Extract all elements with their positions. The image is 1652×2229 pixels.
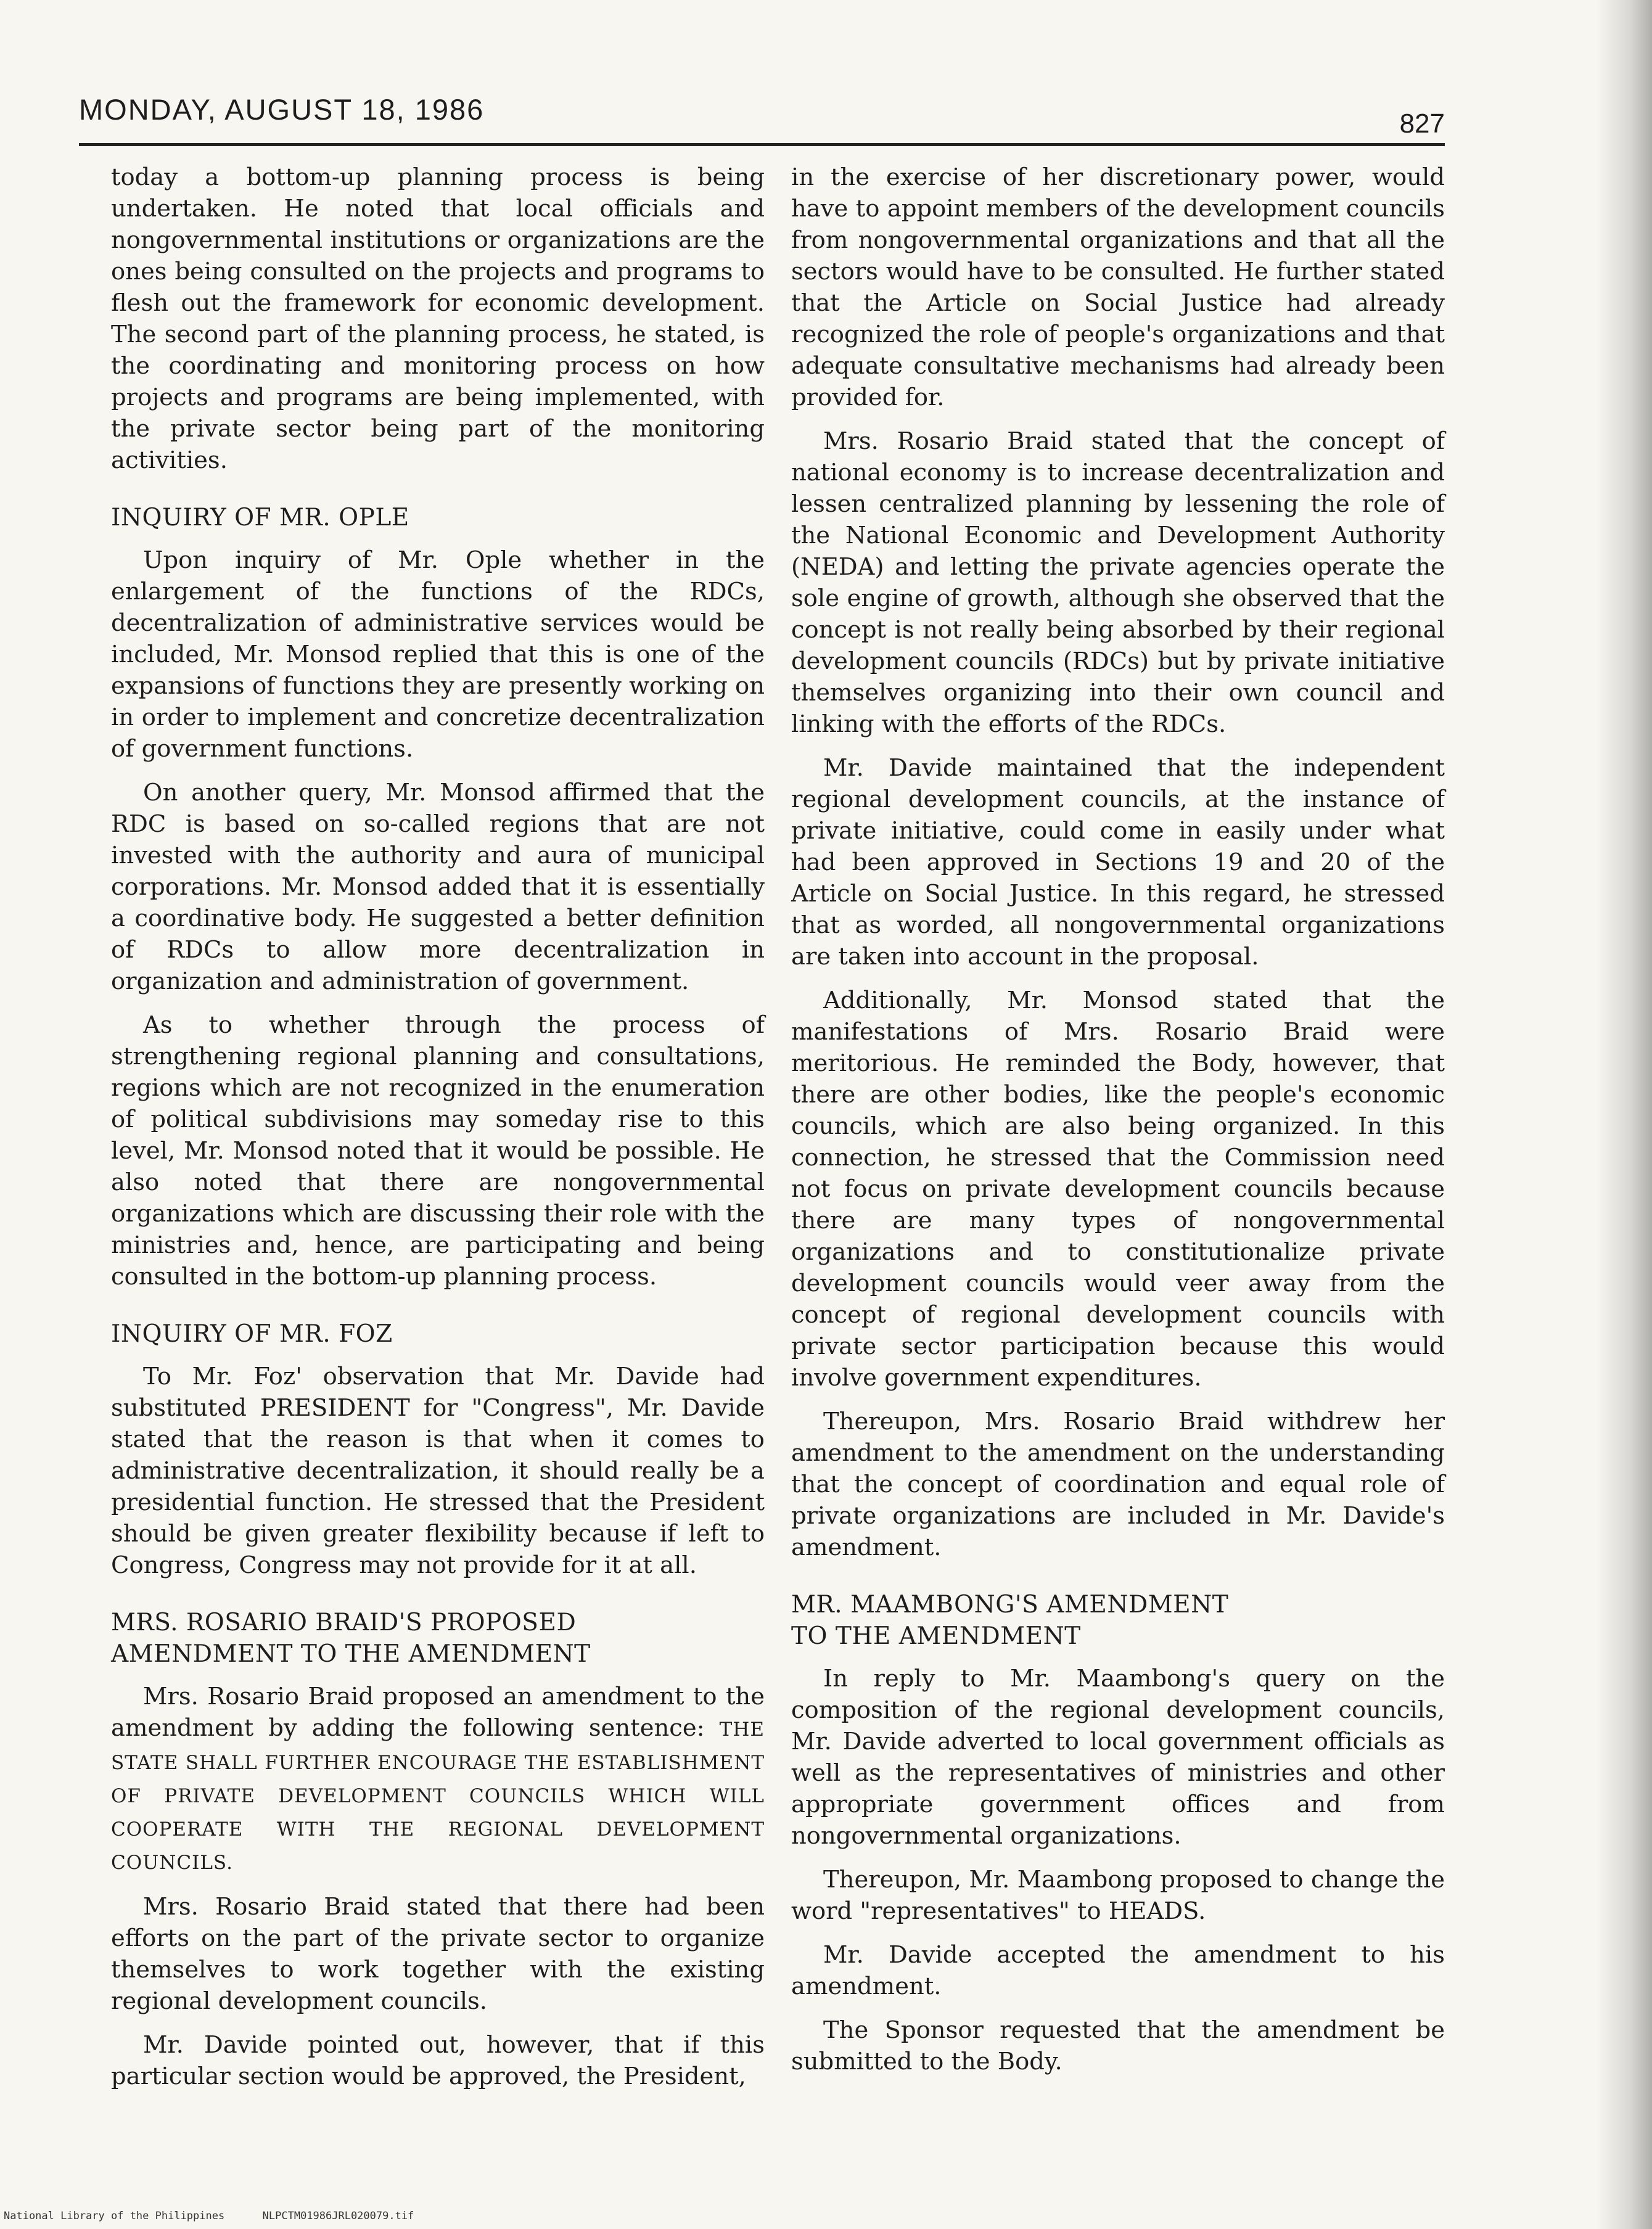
heading-line: MRS. ROSARIO BRAID'S PROPOSED	[111, 1609, 577, 1636]
scan-footer	[4, 2210, 414, 2222]
paragraph: The Sponsor requested that the amendment be submitted to the Body.	[791, 2016, 1445, 2075]
right-column	[791, 162, 1445, 2090]
paragraph: today a bottom-up planning process is being undertaken. He noted that local officials and nongovernmental institutions or organizations are the ones being consulted on the projects and programs to flesh out the framework for economic development. The second part of the planning process, he stated, is the coordinating and monitoring process on how projects and programs are being implemented, with the private sector being part of the monitoring activities.	[111, 163, 765, 474]
heading-line: AMENDMENT TO THE AMENDMENT	[111, 1640, 591, 1668]
heading-line: TO THE AMENDMENT	[791, 1622, 1081, 1650]
section-heading-foz: INQUIRY OF MR. FOZ	[111, 1320, 393, 1348]
paragraph: Thereupon, Mrs. Rosario Braid withdrew her amendment to the amendment on the understanding that the concept of coordination and equal role of private organizations are included in Mr. Davide's amendment.	[791, 1408, 1445, 1561]
paragraph: Mrs. Rosario Braid stated that the concept of national economy is to increase decentralization and lessen centralized planning by lessening the role of the National Economic and Development Authority (NEDA) and letting the private agencies operate the sole engine of growth, although she observed that the concept is not really being absorbed by their regional development councils (RDCs) but by private initiative themselves organizing into their own council and linking with the efforts of the RDCs.	[791, 427, 1445, 738]
paragraph: To Mr. Foz' observation that Mr. Davide had substituted PRESIDENT for "Congress", Mr. Davide stated that the reason is that when it comes to administrative decentralization, it should really be a presidential function. He stressed that the President should be given greater flexibility because if left to Congress, Congress may not provide for it at all.	[111, 1363, 765, 1579]
paragraph: Mr. Davide pointed out, however, that if this particular section would be approved, the President,	[111, 2031, 765, 2090]
paragraph: As to whether through the process of strengthening regional planning and consultations, regions which are not recognized in the enumeration of political subdivisions may someday rise to this level, Mr. Monsod noted that it would be possible. He also noted that there are nongovernmental organizations which are discussing their role with the ministries and, hence, are participating and being consulted in the bottom-up planning process.	[111, 1011, 765, 1291]
library-name: National Library of the Philippines	[4, 2210, 225, 2222]
paragraph: Additionally, Mr. Monsod stated that the manifestations of Mrs. Rosario Braid were meritorious. He reminded the Body, however, that there are other bodies, like the people's economic councils, which are also being organized. In this connection, he stressed that the Commission need not focus on private development councils because there are many types of nongovernmental organizations and to constitutionalize private development councils would veer away from the concept of regional development councils with private sector participation because this would involve government expenditures.	[791, 987, 1445, 1392]
paragraph: Thereupon, Mr. Maambong proposed to change the word "representatives" to HEADS.	[791, 1866, 1445, 1925]
page-number: 827	[1399, 109, 1445, 139]
section-heading-ople: INQUIRY OF MR. OPLE	[111, 504, 409, 532]
page-header	[79, 86, 1445, 146]
paragraph	[111, 1681, 765, 1879]
paragraph: Mr. Davide accepted the amendment to his amendment.	[791, 1941, 1445, 2000]
paragraph: In reply to Mr. Maambong's query on the composition of the regional development councils, Mr. Davide adverted to local government officials as well as the representatives of ministries and other appropriate government offices and from nongovernmental organizations.	[791, 1665, 1445, 1850]
left-column	[111, 162, 765, 2104]
scan-edge-shadow	[1597, 0, 1652, 2229]
header-date: MONDAY, AUGUST 18, 1986	[79, 93, 485, 126]
paragraph: On another query, Mr. Monsod affirmed that the RDC is based on so-called regions that are not invested with the authority and aura of municipal corporations. Mr. Monsod added that it is essentially a coordinative body. He suggested a better definition of RDCs to allow more decentralization in organization and administration of government.	[111, 779, 765, 995]
paragraph: Mrs. Rosario Braid stated that there had been efforts on the part of the private sector to organize themselves to work together with the existing regional development councils.	[111, 1893, 765, 2015]
proposed-sentence: THE STATE SHALL FURTHER ENCOURAGE THE ESTABLISHMENT OF PRIVATE DEVELOPMENT COUNCILS WHICH WILL COOPERATE WITH THE REGIONAL DEVELOPMENT COUNCILS.	[111, 1718, 765, 1874]
section-heading-maambong	[791, 1589, 1445, 1652]
file-id: NLPCTM01986JRL020079.tif	[262, 2210, 414, 2222]
paragraph: in the exercise of her discretionary power, would have to appoint members of the development councils from nongovernmental organizations and that all the sectors would have to be consulted. He further stated that the Article on Social Justice had already recognized the role of people's organizations and that adequate consultative mechanisms had already been provided for.	[791, 163, 1445, 411]
paragraph: Upon inquiry of Mr. Ople whether in the enlargement of the functions of the RDCs, decentralization of administrative services would be included, Mr. Monsod replied that this is one of the expansions of functions they are presently working on in order to implement and concretize decentralization of government functions.	[111, 546, 765, 763]
paragraph-text: Mrs. Rosario Braid proposed an amendment to the amendment by adding the following sentence:	[111, 1683, 765, 1742]
section-heading-braid	[111, 1607, 765, 1670]
paragraph: Mr. Davide maintained that the independent regional development councils, at the instance of private initiative, could come in easily under what had been approved in Sections 19 and 20 of the Article on Social Justice. In this regard, he stressed that as worded, all nongovernmental organizations are taken into account in the proposal.	[791, 754, 1445, 971]
heading-line: MR. MAAMBONG'S AMENDMENT	[791, 1591, 1229, 1619]
